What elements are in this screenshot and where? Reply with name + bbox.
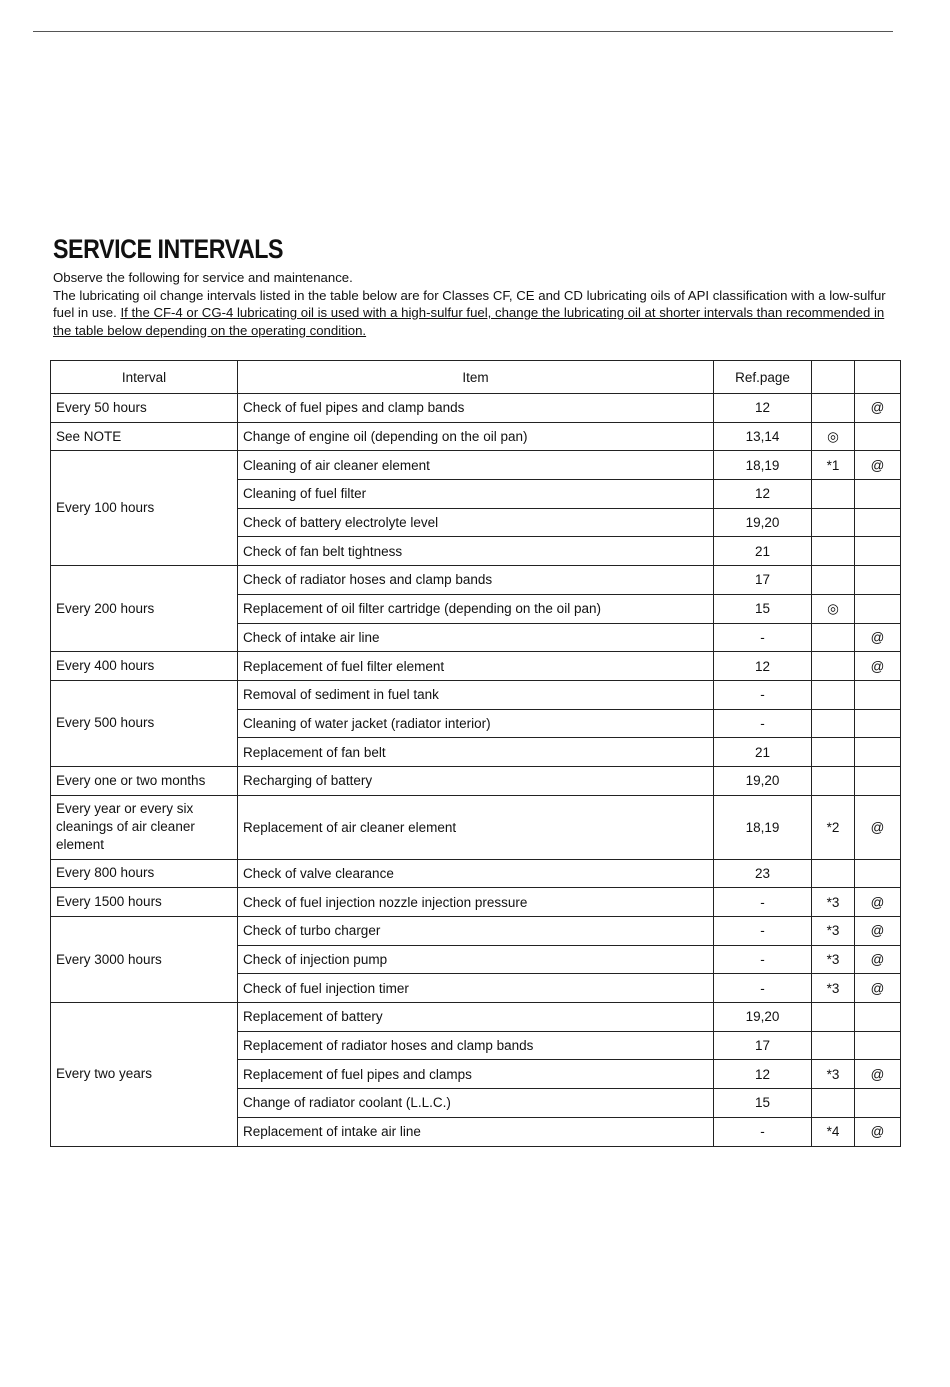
mark-1-cell [812,537,855,566]
ref-page-cell: 12 [714,1060,812,1089]
item-cell: Cleaning of air cleaner element [238,451,714,480]
item-cell: Check of injection pump [238,945,714,974]
item-cell: Replacement of intake air line [238,1117,714,1146]
table-row [51,680,901,709]
mark-2-cell [855,1089,901,1118]
mark-1-cell [812,508,855,537]
ref-page-cell: 21 [714,537,812,566]
interval-cell: Every 800 hours [51,859,238,888]
mark-2-cell [855,480,901,509]
mark-2-cell [855,709,901,738]
ref-page-cell: 15 [714,1089,812,1118]
item-cell: Check of valve clearance [238,859,714,888]
mark-1-cell [812,480,855,509]
item-cell: Check of intake air line [238,623,714,652]
mark-2-cell: @ [855,795,901,859]
mark-2-cell: @ [855,945,901,974]
ref-page-cell: 18,19 [714,795,812,859]
top-rule [33,31,893,32]
header-mark-2 [855,361,901,394]
ref-page-cell: 18,19 [714,451,812,480]
ref-page-cell: - [714,917,812,946]
mark-2-cell: @ [855,974,901,1003]
ref-page-cell: - [714,974,812,1003]
mark-1-cell [812,1031,855,1060]
header-item: Item [238,361,714,394]
ref-page-cell: 15 [714,594,812,623]
item-cell: Check of radiator hoses and clamp bands [238,566,714,595]
ref-page-cell: - [714,945,812,974]
table-row [51,917,901,946]
mark-2-cell [855,508,901,537]
header-ref-page: Ref.page [714,361,812,394]
mark-1-cell [812,623,855,652]
mark-1-cell [812,680,855,709]
mark-2-cell [855,537,901,566]
mark-1-cell: *3 [812,974,855,1003]
table-row [51,1003,901,1032]
header-interval: Interval [51,361,238,394]
item-cell: Cleaning of water jacket (radiator interior) [238,709,714,738]
mark-2-cell [855,566,901,595]
mark-1-cell [812,394,855,423]
intro-plain-text: The lubricating oil change intervals listed in the table below are for Classes CF, CE and CD lubricating oils of API classification with a low-sulfur fuel in use. [53,287,886,320]
table-row [51,451,901,480]
intro-paragraph [53,287,903,340]
table-row [51,422,901,451]
ref-page-cell: 19,20 [714,766,812,795]
ref-page-cell: - [714,623,812,652]
table-body [51,394,901,1147]
service-intervals-table [50,360,901,1147]
item-cell: Cleaning of fuel filter [238,480,714,509]
mark-2-cell: @ [855,652,901,681]
page-content [53,234,903,339]
mark-2-cell [855,680,901,709]
mark-2-cell [855,1003,901,1032]
mark-2-cell: @ [855,917,901,946]
header-mark-1 [812,361,855,394]
item-cell: Replacement of battery [238,1003,714,1032]
mark-1-cell [812,1089,855,1118]
table-row [51,859,901,888]
table-row [51,652,901,681]
item-cell: Replacement of air cleaner element [238,795,714,859]
item-cell: Recharging of battery [238,766,714,795]
ref-page-cell: - [714,709,812,738]
mark-2-cell [855,594,901,623]
item-cell: Check of fuel pipes and clamp bands [238,394,714,423]
mark-2-cell [855,1031,901,1060]
ref-page-cell: 21 [714,738,812,767]
item-cell: Replacement of oil filter cartridge (depending on the oil pan) [238,594,714,623]
interval-cell: Every one or two months [51,766,238,795]
ref-page-cell: 12 [714,394,812,423]
item-cell: Check of fan belt tightness [238,537,714,566]
item-cell: Check of fuel injection timer [238,974,714,1003]
intro-warning-text: If the CF-4 or CG-4 lubricating oil is used with a high-sulfur fuel, change the lubricating oil at shorter intervals than recommended in the table below depending on the operating condition. [53,305,885,338]
mark-1-cell: *3 [812,1060,855,1089]
mark-1-cell: *2 [812,795,855,859]
mark-1-cell: *3 [812,917,855,946]
table-row [51,795,901,859]
mark-2-cell: @ [855,623,901,652]
ref-page-cell: - [714,888,812,917]
mark-1-cell: *3 [812,945,855,974]
ref-page-cell: 12 [714,480,812,509]
ref-page-cell: - [714,1117,812,1146]
item-cell: Removal of sediment in fuel tank [238,680,714,709]
mark-1-cell [812,652,855,681]
page-title: SERVICE INTERVALS [53,234,284,264]
mark-1-cell: ◎ [812,594,855,623]
ref-page-cell: 23 [714,859,812,888]
table-row [51,766,901,795]
ref-page-cell: 12 [714,652,812,681]
interval-cell: See NOTE [51,422,238,451]
item-cell: Check of fuel injection nozzle injection pressure [238,888,714,917]
interval-cell: Every two years [51,1003,238,1146]
interval-cell: Every 100 hours [51,451,238,566]
table-row [51,888,901,917]
item-cell: Replacement of fan belt [238,738,714,767]
item-cell: Check of battery electrolyte level [238,508,714,537]
mark-2-cell: @ [855,888,901,917]
interval-cell: Every 1500 hours [51,888,238,917]
item-cell: Replacement of radiator hoses and clamp bands [238,1031,714,1060]
interval-cell: Every 200 hours [51,566,238,652]
mark-1-cell: *3 [812,888,855,917]
interval-cell: Every 400 hours [51,652,238,681]
mark-1-cell [812,766,855,795]
ref-page-cell: 19,20 [714,508,812,537]
item-cell: Change of engine oil (depending on the oil pan) [238,422,714,451]
mark-1-cell [812,859,855,888]
table-row [51,566,901,595]
mark-2-cell [855,422,901,451]
mark-1-cell: *1 [812,451,855,480]
item-cell: Change of radiator coolant (L.L.C.) [238,1089,714,1118]
mark-1-cell [812,738,855,767]
mark-2-cell [855,738,901,767]
ref-page-cell: 19,20 [714,1003,812,1032]
mark-2-cell: @ [855,451,901,480]
item-cell: Check of turbo charger [238,917,714,946]
intro-line-1: Observe the following for service and maintenance. [53,270,353,285]
table-row [51,394,901,423]
mark-2-cell: @ [855,394,901,423]
table-header-row [51,361,901,394]
mark-2-cell: @ [855,1117,901,1146]
interval-cell: Every year or every six cleanings of air cleaner element [51,795,238,859]
ref-page-cell: 17 [714,566,812,595]
item-cell: Replacement of fuel filter element [238,652,714,681]
interval-cell: Every 500 hours [51,680,238,766]
mark-1-cell: *4 [812,1117,855,1146]
item-cell: Replacement of fuel pipes and clamps [238,1060,714,1089]
mark-1-cell [812,709,855,738]
mark-2-cell: @ [855,1060,901,1089]
ref-page-cell: 17 [714,1031,812,1060]
interval-cell: Every 50 hours [51,394,238,423]
mark-2-cell [855,766,901,795]
mark-1-cell: ◎ [812,422,855,451]
mark-2-cell [855,859,901,888]
mark-1-cell [812,1003,855,1032]
ref-page-cell: 13,14 [714,422,812,451]
mark-1-cell [812,566,855,595]
interval-cell: Every 3000 hours [51,917,238,1003]
ref-page-cell: - [714,680,812,709]
